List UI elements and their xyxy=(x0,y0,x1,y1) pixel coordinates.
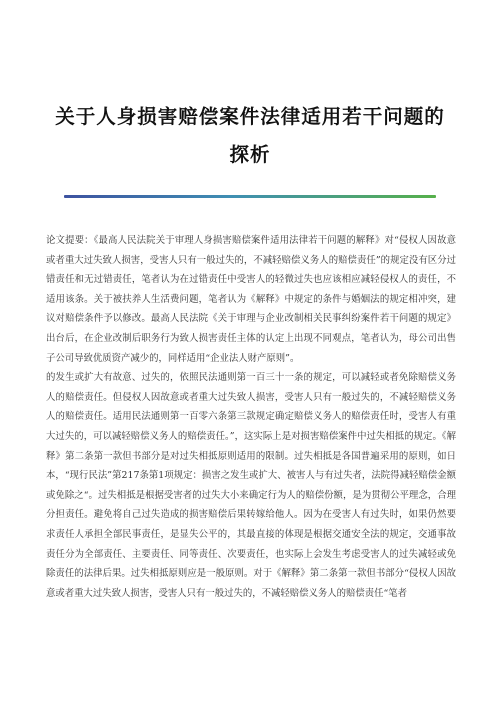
title-line-2: 探析 xyxy=(229,143,271,166)
title-line-1: 关于人身损害赔偿案件法律适用若干问题的 xyxy=(55,105,445,128)
document-title xyxy=(40,98,460,174)
body-paragraph: 的发生或扩大有故意、过失的，依照民法通则第一百三十一条的规定，可以减轻或者免除赔偿义务人的赔偿责任。但侵权人因故意或者重大过失致人损害，受害人只有一般过失的，不减轻赔偿义务人的赔偿责任。适用民法通则第一百零六条第三款规定确定赔偿义务人的赔偿责任时，受害人有重大过失的，可以减轻赔偿义务人的赔偿责任。”，这实际上是对损害赔偿案件中过失相抵的规定。《解释》第二条第一款但书部分是对过失相抵原则适用的限制。过失相抵是各国普遍采用的原则，如日本，“现行民法”第217条第1项规定：损害之发生或扩大、被害人与有过失者，法院得减轻赔偿金额或免除之“。过失相抵是根据受害者的过失大小来确定行为人的赔偿份额，是为贯彻公平理念，合理分担责任。避免将自己过失造成的损害赔偿后果转嫁给他人。因为在受害人有过失时，如果仍然要求责任人承担全部民事责任，是显失公平的，其最直接的体现是根据交通安全法的规定，交通事故责任分为全部责任、主要责任、同等责任、次要责任，也实际上会发生考虑受害人的过失减轻或免除责任的法律后果。过失相抵原则应是一般原则。对于《解释》第二条第一款但书部分“侵权人因故意或者重大过失致人损害，受害人只有一般过失的，不减轻赔偿义务人的赔偿责任“笔者 xyxy=(46,372,456,599)
title-divider xyxy=(64,195,436,198)
document-body xyxy=(46,231,456,697)
abstract-paragraph: 论文提要：《最高人民法院关于审理人身损害赔偿案件适用法律若干问题的解释》对“侵权人因故意或者重大过失致人损害，受害人只有一般过失的，不减轻赔偿义务人的赔偿责任”的规定没有区分过错责任和无过错责任，笔者认为在过错责任中受害人的轻微过失也应该相应减轻侵权人的责任，不适用该条。关于被扶养人生活费问题，笔者认为《解释》中规定的条件与婚姻法的规定相冲突，建议对赔偿条件予以修改。最高人民法院《关于审理与企业改制相关民事纠纷案件若干问题的规定》出台后，在企业改制后职务行为致人损害责任主体的认定上出现不同观点，笔者认为，母公司出售子公司导致优质资产减少的，同样适用“企业法人财产原则”。 xyxy=(46,235,456,364)
